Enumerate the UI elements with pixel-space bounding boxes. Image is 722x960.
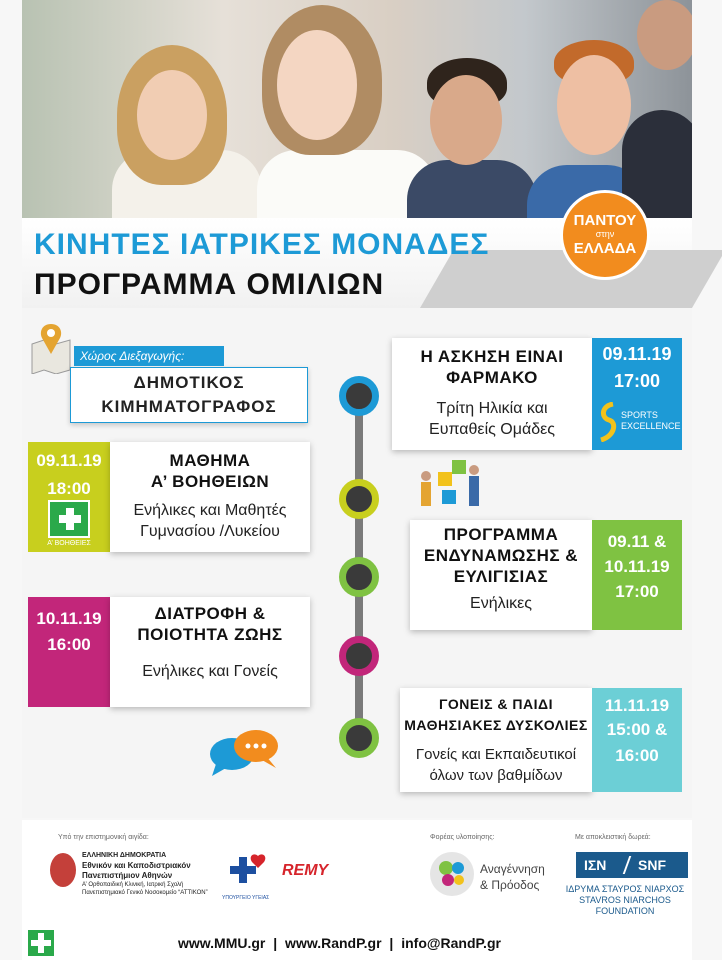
snf-logo-isn: ΙΣΝ [584,857,607,873]
badge-bottom: ΕΛΛΑΔΑ [573,240,637,257]
ministry-logo-icon [226,852,272,894]
event-4-sub-1: Ενήλικες και Γονείς [142,663,278,680]
implementer-line-1: Αναγέννηση [480,862,545,876]
event-card-nutrition [110,597,310,707]
first-aid-label: Α’ ΒΟΗΘΕΙΕΣ [47,540,91,547]
timeline-node-2 [339,479,379,519]
event-2-date: 09.11.19 [36,451,102,470]
auspices-label: Υπό την επιστημονική αιγίδα: [58,834,149,841]
event-card-exercise [392,338,592,450]
org1-line5: Πανεπιστημιακό Γενικό Νοσοκομείο “ΑΤΤΙΚΟΝ” [82,890,208,896]
timeline-node-3 [339,557,379,597]
remy-logo: REMY [282,862,329,879]
event-1-title-1: Η ΑΣΚΗΣΗ ΕΙΝΑΙ [420,347,564,366]
event-card-learning [400,688,592,792]
event-1-sub-1: Τρίτη Ηλικία και [436,400,548,417]
donor-label: Με αποκλειστική δωρεά: [575,834,651,841]
rp-logo-icon [428,850,476,898]
event-2-title-1: ΜΑΘΗΜΑ [169,451,251,470]
event-3-time: 17:00 [615,582,659,601]
event-4-time: 16:00 [47,635,91,654]
event-3-title-2: ΕΝΔΥΝΑΜΩΣΗΣ & [423,546,579,565]
snf-logo-slash [623,856,632,874]
event-1-sub-2: Ευπαθείς Ομάδες [429,421,555,438]
event-1-time: 17:00 [613,371,661,391]
venue-label: Χώρος Διεξαγωγής: [74,346,224,366]
timeline-node-1 [339,376,379,416]
event-5-time-2: 16:00 [615,746,659,765]
event-5-sub-1: Γονείς και Εκπαιδευτικοί [415,746,577,763]
org1-line2: Εθνικόν και Καποδιστριακόν [82,861,191,870]
event-2-sub-2: Γυμνασίου /Λυκείου [140,523,280,540]
snf-logo [576,852,688,878]
event-3-title-1: ΠΡΟΓΡΑΜΜΑ [443,525,559,544]
footer-links[interactable]: www.MMU.gr | www.RandP.gr | info@RandP.gr [178,935,501,951]
donor-line-2: STAVROS NIARCHOS [579,895,671,905]
event-5-title-2: ΜΑΘΗΣΙΑΚΕΣ ΔΥΣΚΟΛΙΕΣ [404,717,588,733]
title-line-1: ΚΙΝΗΤΕΣ ΙΑΤΡΙΚΕΣ ΜΟΝΑΔΕΣ [34,228,490,261]
timeline-node-5 [339,718,379,758]
snf-logo-snf: SNF [638,857,666,873]
title-line-2: ΠΡΟΓΡΑΜΜΑ ΟΜΙΛΙΩΝ [34,268,385,301]
event-5-sub-2: όλων των βαθμίδων [429,767,563,784]
event-card-first-aid [110,442,310,552]
event-4-title-2: ΠΟΙΟΤΗΤΑ ΖΩΗΣ [137,625,283,644]
event-card-strength [410,520,592,630]
org1-line3: Πανεπιστήμιον Αθηνών [82,871,173,880]
event-3-date-2: 10.11.19 [604,557,670,576]
donor-line-1: ΙΔΡΥΜΑ ΣΤΑΥΡΟΣ ΝΙΑΡΧΟΣ [565,884,685,894]
first-aid-cross-icon [48,500,90,538]
event-3-sub-1: Ενήλικες [470,595,532,612]
event-3-title-3: ΕΥΛΙΓΙΣΙΑΣ [453,567,549,586]
badge-small: στην [595,229,615,239]
event-5-date: 11.11.19 [604,696,670,715]
event-1-date: 09.11.19 [602,344,672,364]
event-5-title-1: ΓΟΝΕΙΣ & ΠΑΙΔΙ [439,696,553,712]
sports-logo-text-2: EXCELLENCE [621,421,681,431]
org1-line4: Α’ Ορθοπαιδική Κλινική, Ιατρική Σχολή [82,882,184,888]
university-seal-icon [50,853,76,887]
header-photo [22,0,692,218]
venue-name-2: ΚΙΜΗΜΑΤΟΓΡΑΦΟΣ [101,397,277,416]
badge-top: ΠΑΝΤΟΥ [573,212,637,229]
venue-name-1: ΔΗΜΟΤΙΚΟΣ [133,373,245,392]
event-2-sub-1: Ενήλικες και Μαθητές [133,502,287,519]
event-5-time-1: 15:00 & [606,720,668,739]
map-pin-icon [30,322,72,374]
event-2-time: 18:00 [47,479,91,498]
org1-line1: ΕΛΛΗΝΙΚΗ ΔΗΜΟΚΡΑΤΙΑ [82,852,167,859]
everywhere-badge [560,190,650,280]
event-4-date: 10.11.19 [36,609,102,628]
implementer-line-2: & Πρόοδος [480,878,540,892]
event-2-title-2: Α’ ΒΟΗΘΕΙΩΝ [150,472,270,491]
timeline-node-4 [339,636,379,676]
sports-logo-text-1: SPORTS [621,410,658,420]
footer-cross-icon [28,930,54,956]
sports-excellence-logo-icon [597,400,679,444]
people-blocks-icon [418,458,484,514]
event-1-title-2: ΦΑΡΜΑΚΟ [446,368,538,387]
ministry-label: ΥΠΟΥΡΓΕΙΟ ΥΓΕΙΑΣ [222,895,270,901]
chat-bubbles-icon [206,726,282,778]
implementer-label: Φορέας υλοποίησης: [430,834,495,841]
donor-line-3: FOUNDATION [595,906,655,916]
event-3-date-1: 09.11 & [607,532,667,551]
event-4-title-1: ΔΙΑΤΡΟΦΗ & [154,604,266,623]
